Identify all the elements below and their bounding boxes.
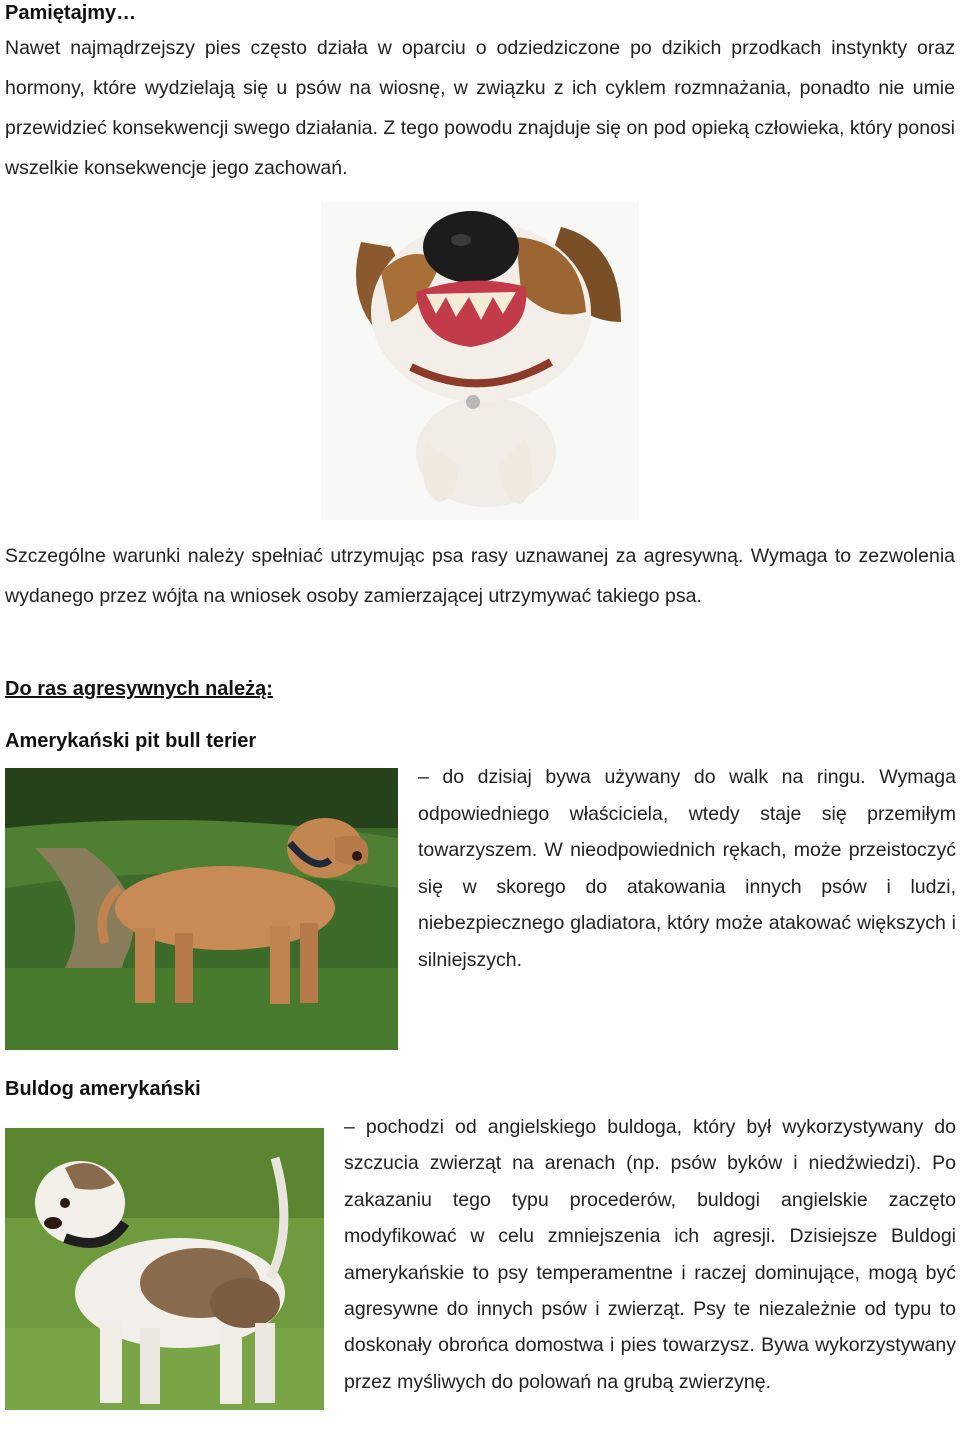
breed-description-american-bulldog: – pochodzi od angielskiego buldoga, który był wykorzystywany do szczucia zwierząt na arenach (np. psów byków i niedźwiedzi). Po zakazaniu tego typu procederów, buldogi angielskie zaczęto modyfikować w celu zmniejszenia ich agresji. Dzisiejsze Buldogi amerykańskie to psy temperamentne i raczej dominujące, mogą być agresywne do innych psów i zwierząt. Psy te niezależnie od typu to doskonały obrońca domostwa i pies towarzysz. Bywa wykorzystywany przez myśliwych do polowań na grubą zwierzynę. xyxy=(344,1116,956,1393)
aggressive-breeds-heading: Do ras agresywnych należą: xyxy=(5,678,273,700)
section-title: Pamiętajmy… xyxy=(5,2,137,24)
pitbull-photo xyxy=(5,768,398,1050)
regulation-paragraph: Szczególne warunki należy spełniać utrzymując psa rasy uznawanej za agresywną. Wymaga to zezwolenia wydanego przez wójta na wniosek osoby zamierzającej utrzymywać takiego psa. xyxy=(5,545,955,607)
american-bulldog-photo xyxy=(5,1128,324,1410)
breed-description-pitbull: – do dzisiaj bywa używany do walk na ringu. Wymaga odpowiedniego właściciela, wtedy staje się przemiłym towarzyszem. W nieodpowiednich rękach, może przeistoczyć się w skorego do atakowania innych psów i ludzi, niebezpiecznego gladiatora, który może atakować większych i silniejszych. xyxy=(418,766,956,971)
snarling-dog-photo xyxy=(321,202,639,520)
intro-paragraph: Nawet najmądrzejszy pies często działa w oparciu o odziedziczone po dzikich przodkach instynkty oraz hormony, które wydzielają się u psów na wiosnę, w związku z ich cyklem rozmnażania, ponadto nie umie przewidzieć konsekwencji swego działania. Z tego powodu znajduje się on pod opieką człowieka, który ponosi wszelkie konsekwencje jego zachowań. xyxy=(5,37,955,179)
breed-name-american-bulldog: Buldog amerykański xyxy=(5,1078,201,1100)
breed-name-pitbull: Amerykański pit bull terier xyxy=(5,730,257,752)
